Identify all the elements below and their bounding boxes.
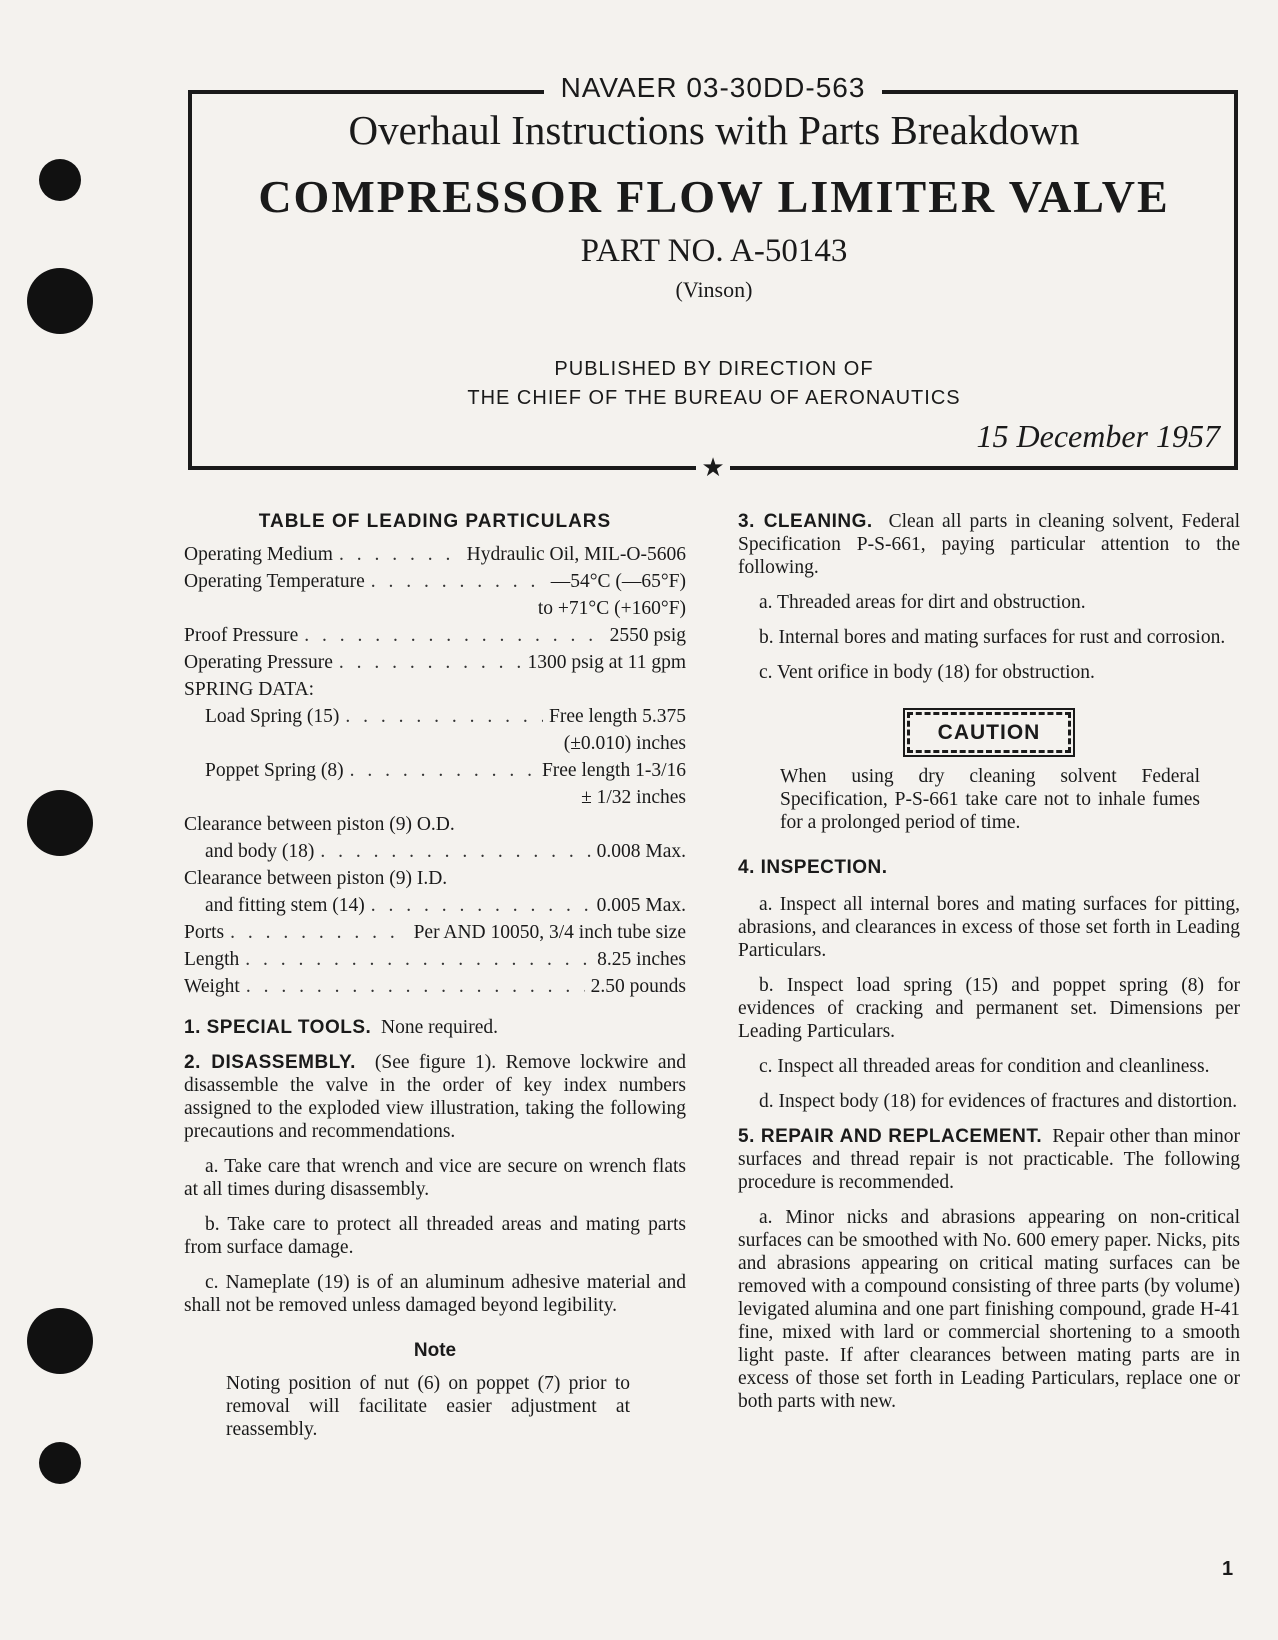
cleaning-step-a: a. Threaded areas for dirt and obstruction. [759,592,1086,613]
page-number: 1 [1222,1558,1234,1580]
title-line-2: COMPRESSOR FLOW LIMITER VALVE [258,171,1170,222]
inspection-heading-paragraph [738,856,1240,879]
star-icon: ★ [696,452,730,484]
manufacturer: (Vinson) [675,277,753,302]
disassembly-step-a: a. Take care that wrench and vice are secure on wrench flats at all times during disassembly. [184,1156,686,1200]
disassembly-paragraph: 2. DISASSEMBLY. (See figure 1). Remove lockwire and disassemble the valve in the order of key index numbers assigned to the exploded view illustration, taking the following precautions and recommendations. [184,1052,686,1142]
inspection-step-c: c. Inspect all threaded areas for condition and cleanliness. [759,1056,1210,1077]
lp-clearance1: and body (18) . . . 0.008 Max. [184,840,686,867]
inspection-step-a: a. Inspect all internal bores and mating surfaces for pitting, abrasions, and clearances in excess of those set forth in Leading Particulars. [738,894,1240,961]
caution-label: CAUTION [907,712,1072,753]
disassembly-step-b: b. Take care to protect all threaded areas and mating parts from surface damage. [184,1214,686,1258]
special-tools-heading: 1. SPECIAL TOOLS. [184,1017,372,1038]
lp-poppet-spring: Poppet Spring (8) . . . Free length 1-3/16 [184,759,686,786]
repair-step-a: a. Minor nicks and abrasions appearing on non-critical surfaces can be smoothed with No. 600 emery paper. Nicks, pits and abrasions appearing on critical mating surfaces can be removed with a compound consisting of three parts (by volume) levigated alumina and one part finishing compound, grade H-41 fine, mixed with lard or commercial shortening to a smooth light paste. If after clearances between mating parts are in excess of those set forth in Leading Particulars, replace one or both parts with new. [738,1207,1240,1412]
lp-operating-temperature-cont: to +71°C (+160°F) [537,598,686,619]
right-column [738,510,1240,1425]
published-line-2: THE CHIEF OF THE BUREAU OF AERONAUTICS [467,387,961,409]
lp-spring-data-label: SPRING DATA: [184,679,315,700]
lp-clearance2-line1: Clearance between piston (9) I.D. [184,868,448,889]
part-number: PART NO. A-50143 [580,233,848,269]
binder-hole [27,268,93,334]
lp-poppet-spring-cont: ± 1/32 inches [581,787,686,808]
document-number: NAVAER 03-30DD-563 [544,72,882,104]
inspection-heading: 4. INSPECTION. [738,857,888,878]
disassembly-heading: 2. DISASSEMBLY. [184,1052,356,1073]
lp-load-spring: Load Spring (15) . . . Free length 5.375 [184,705,686,732]
binder-hole [39,1442,81,1484]
binder-hole [39,159,81,201]
cleaning-step-c: c. Vent orifice in body (18) for obstruction. [759,662,1095,683]
inspection-step-b: b. Inspect load spring (15) and poppet spring (8) for evidences of cracking and permanent set. Dimensions per Leading Particulars. [738,975,1240,1042]
lp-load-spring-cont: (±0.010) inches [563,733,686,754]
cleaning-step-b: b. Internal bores and mating surfaces for rust and corrosion. [759,627,1226,648]
publication-date: 15 December 1957 [976,418,1220,454]
lp-proof-pressure: Proof Pressure . . . 2550 psig [184,624,686,651]
disassembly-step-c: c. Nameplate (19) is of an aluminum adhesive material and shall not be removed unless damaged beyond legibility. [184,1272,686,1316]
inspection-step-d: d. Inspect body (18) for evidences of fractures and distortion. [759,1091,1238,1112]
special-tools-paragraph: 1. SPECIAL TOOLS. None required. [184,1017,498,1038]
lp-operating-temperature: Operating Temperature . . . —54°C (—65°F) [184,570,686,597]
published-line-1: PUBLISHED BY DIRECTION OF [554,358,874,380]
repair-paragraph: 5. REPAIR AND REPLACEMENT. Repair other than minor surfaces and thread repair is not practicable. The following procedure is recommended. [738,1126,1241,1193]
leading-particulars-title: TABLE OF LEADING PARTICULARS [258,511,612,532]
note-body: Noting position of nut (6) on poppet (7) prior to removal will facilitate easier adjustment at reassembly. [226,1373,630,1440]
title-line-1: Overhaul Instructions with Parts Breakdown [348,107,1080,153]
lp-clearance1-line1: Clearance between piston (9) O.D. [184,814,455,835]
cleaning-paragraph: 3. CLEANING. Clean all parts in cleaning solvent, Federal Specification P-S-661, paying particular attention to the following. [738,511,1241,578]
lp-length: Length . . . 8.25 inches [184,948,686,975]
caution-body: When using dry cleaning solvent Federal Specification, P-S-661 take care not to inhale fumes for a prolonged period of time. [780,766,1200,833]
binder-hole [27,1308,93,1374]
left-column [184,510,686,1441]
lp-ports: Ports . . . Per AND 10050, 3/4 inch tube size [184,921,686,948]
repair-heading: 5. REPAIR AND REPLACEMENT. [738,1126,1043,1147]
binder-hole [27,790,93,856]
lp-clearance2: and fitting stem (14) . . . 0.005 Max. [184,894,686,921]
note-title: Note [413,1340,457,1361]
cleaning-heading: 3. CLEANING. [738,511,873,532]
lp-operating-pressure: Operating Pressure . . . 1300 psig at 11 gpm [184,651,686,678]
lp-operating-medium: Operating Medium . . . Hydraulic Oil, MIL-O-5606 [184,543,686,570]
lp-weight: Weight . . . 2.50 pounds [184,975,686,1002]
